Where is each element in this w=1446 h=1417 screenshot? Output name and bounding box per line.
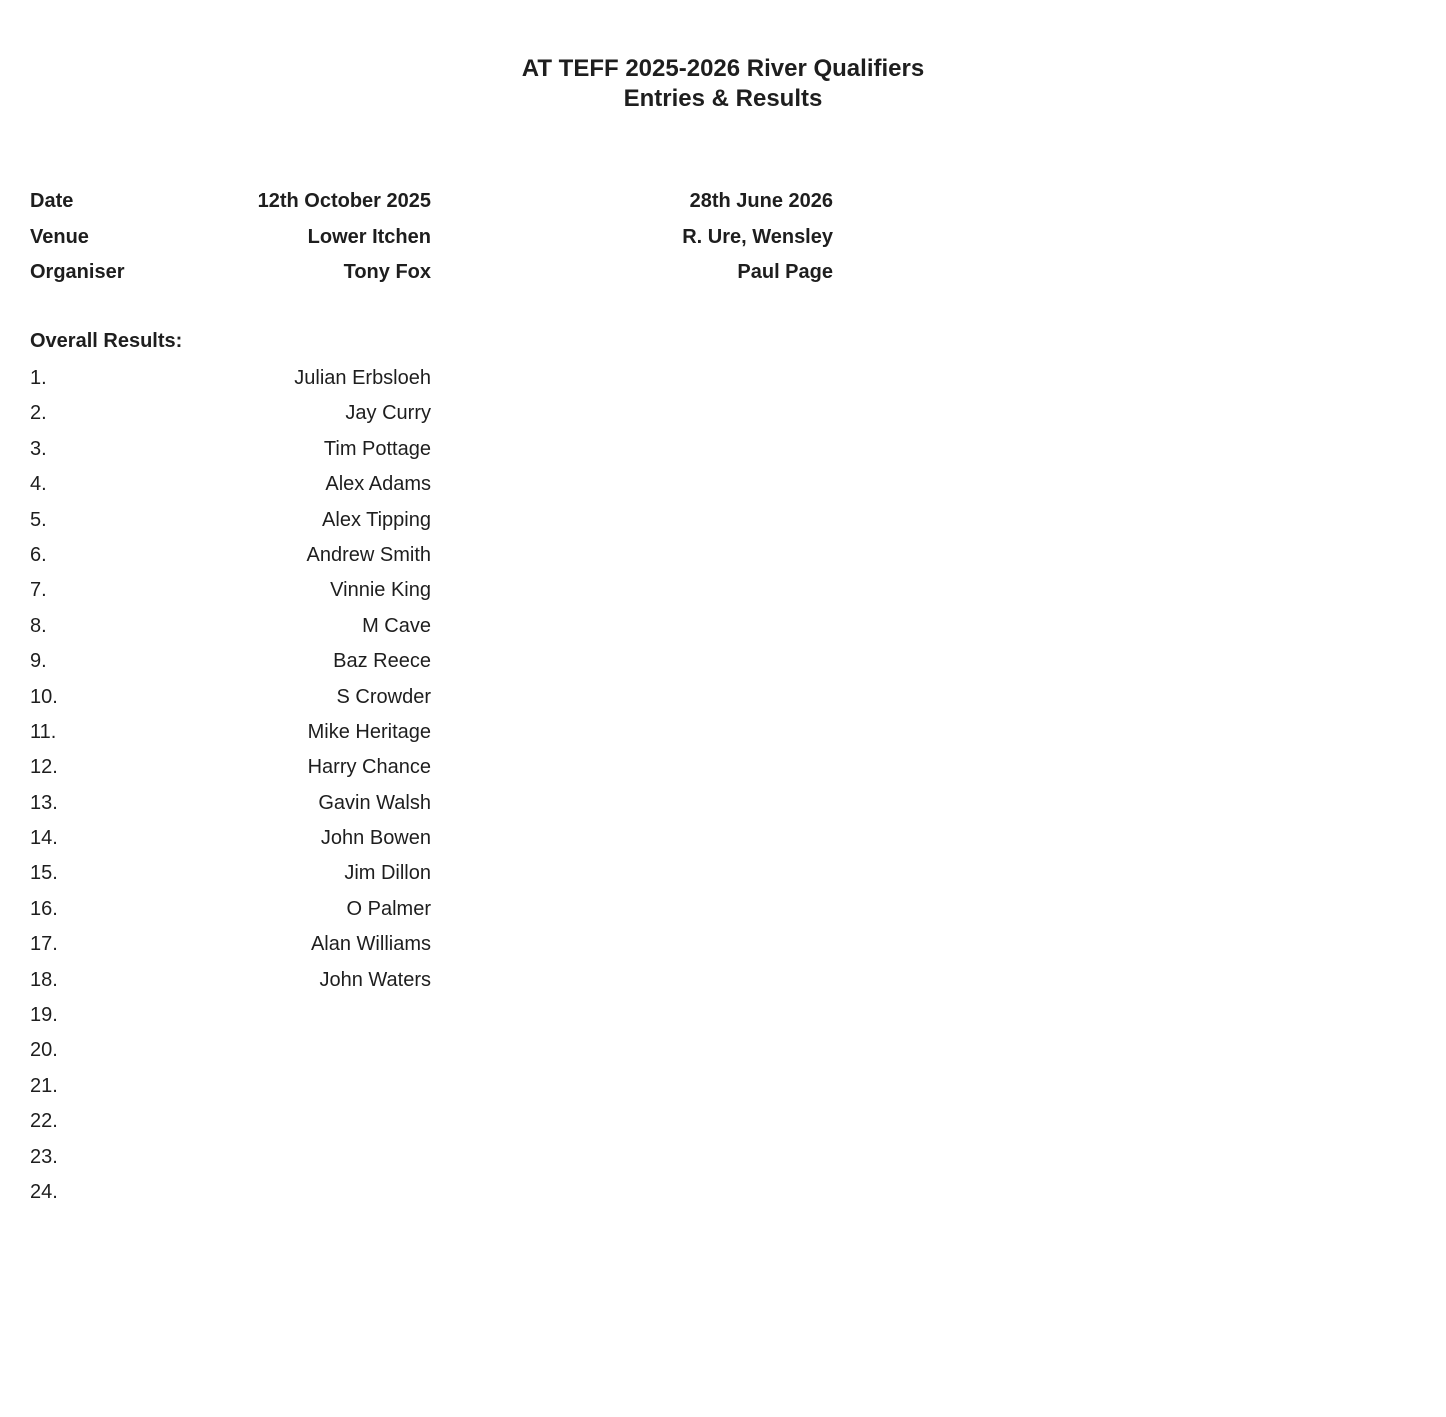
result-name: Andrew Smith <box>306 543 431 566</box>
result-position: 4. <box>30 473 47 496</box>
result-row <box>30 503 431 538</box>
result-position: 1. <box>30 367 47 389</box>
result-position: 12. <box>30 756 58 779</box>
result-position: 16. <box>30 897 58 920</box>
results-heading: Overall Results: <box>30 330 183 352</box>
result-row <box>30 786 431 821</box>
result-row <box>30 396 431 431</box>
event-2-venue: R. Ure, Wensley <box>682 225 833 248</box>
result-position: 3. <box>30 437 47 460</box>
result-position: 20. <box>30 1039 58 1062</box>
result-position: 18. <box>30 968 58 991</box>
result-position: 10. <box>30 685 58 708</box>
title-line-1: AT TEFF 2025-2026 River Qualifiers <box>521 55 925 82</box>
result-position: 6. <box>30 543 47 566</box>
result-position: 2. <box>30 402 47 425</box>
venue-row <box>30 220 833 256</box>
result-position: 21. <box>30 1074 58 1097</box>
result-position: 11. <box>30 720 57 743</box>
result-row <box>30 1069 431 1104</box>
result-name: Gavin Walsh <box>318 791 431 814</box>
result-row <box>30 1104 431 1139</box>
title-line-2: Entries & Results <box>623 85 823 112</box>
result-row <box>30 432 431 467</box>
results-list <box>30 361 431 1210</box>
result-row <box>30 856 431 891</box>
result-position: 14. <box>30 827 58 850</box>
result-name: John Waters <box>319 968 431 991</box>
result-name: Tim Pottage <box>323 437 431 460</box>
result-row <box>30 750 431 785</box>
result-name: Harry Chance <box>307 756 431 779</box>
venue-label: Venue <box>30 225 89 248</box>
event-1-date: 12th October 2025 <box>257 190 431 213</box>
date-row <box>30 184 833 220</box>
result-name: O Palmer <box>346 897 431 920</box>
event-1-venue: Lower Itchen <box>307 225 431 248</box>
result-name: Alex Adams <box>325 473 431 496</box>
organiser-label: Organiser <box>30 261 125 284</box>
result-name: S Crowder <box>336 685 431 708</box>
result-row <box>30 963 431 998</box>
result-position: 7. <box>30 579 47 602</box>
event-info-table <box>30 184 833 291</box>
result-position: 9. <box>30 650 47 673</box>
result-row <box>30 998 431 1033</box>
event-2-organiser: Paul Page <box>737 261 833 284</box>
result-row <box>30 609 431 644</box>
result-name: M Cave <box>362 614 431 637</box>
result-name: Jim Dillon <box>344 862 431 885</box>
result-row <box>30 1175 431 1210</box>
result-row <box>30 927 431 962</box>
result-position: 17. <box>30 933 58 956</box>
result-name: Baz Reece <box>333 650 431 673</box>
result-row <box>30 1140 431 1175</box>
result-name: John Bowen <box>320 827 431 850</box>
result-row <box>30 892 431 927</box>
result-row <box>30 821 431 856</box>
result-position: 24. <box>30 1180 58 1203</box>
result-row <box>30 573 431 608</box>
result-row <box>30 644 431 679</box>
result-row <box>30 467 431 502</box>
result-name: Mike Heritage <box>307 720 431 743</box>
document-title <box>0 54 1446 114</box>
result-position: 15. <box>30 862 58 885</box>
event-2-date: 28th June 2026 <box>689 190 833 213</box>
result-position: 19. <box>30 1004 58 1027</box>
date-label: Date <box>30 190 74 213</box>
result-name: Jay Curry <box>345 402 431 425</box>
result-position: 23. <box>30 1145 58 1168</box>
event-1-organiser: Tony Fox <box>343 261 431 284</box>
result-position: 13. <box>30 791 58 814</box>
organiser-row <box>30 255 833 291</box>
result-name: Julian Erbsloeh <box>294 367 431 389</box>
result-row <box>30 680 431 715</box>
result-name: Alex Tipping <box>322 508 431 531</box>
result-position: 8. <box>30 614 47 637</box>
result-row <box>30 1033 431 1068</box>
result-name: Alan Williams <box>310 933 431 956</box>
result-row <box>30 715 431 750</box>
result-row <box>30 538 431 573</box>
result-name: Vinnie King <box>330 579 431 602</box>
result-row <box>30 361 431 396</box>
result-position: 22. <box>30 1110 58 1133</box>
result-position: 5. <box>30 508 47 531</box>
